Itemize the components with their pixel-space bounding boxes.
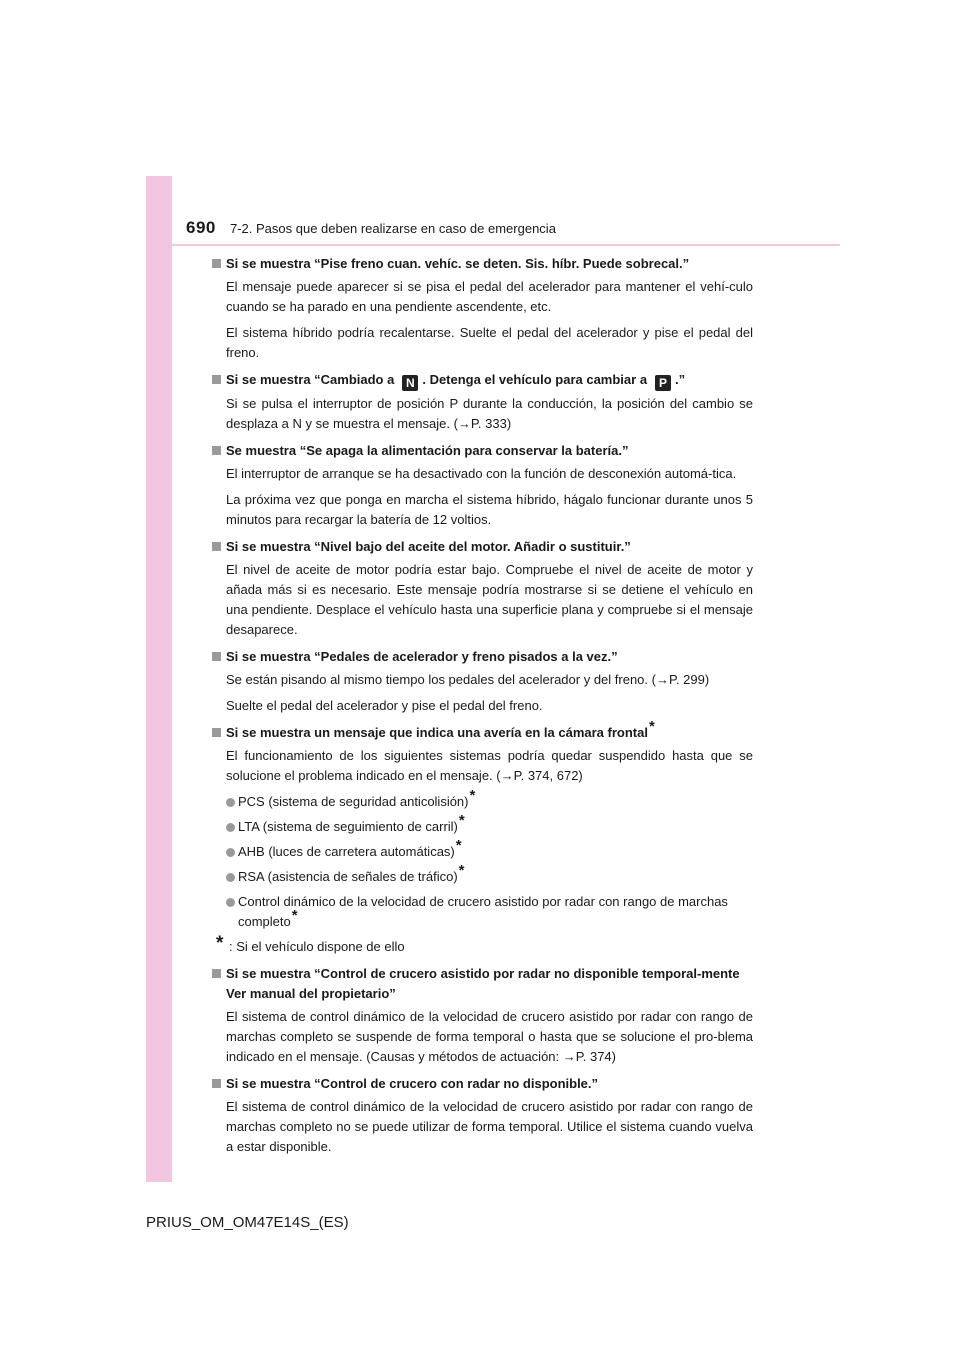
header-divider bbox=[172, 244, 840, 246]
paragraph: La próxima vez que ponga en marcha el sistema híbrido, hágalo funcionar durante unos 5 minutos para recargar la batería de 12 voltios. bbox=[226, 492, 753, 527]
page-number: 690 bbox=[186, 218, 216, 237]
footnote-marker: * bbox=[291, 907, 298, 924]
list-item: AHB (luces de carretera automáticas)* bbox=[211, 842, 753, 862]
section-pise-freno bbox=[211, 254, 753, 363]
section-heading: Si se muestra “Pise freno cuan. vehíc. se deten. Sis. híbr. Puede sobrecal.” bbox=[211, 254, 753, 274]
round-bullet-icon bbox=[226, 823, 235, 832]
round-bullet-icon bbox=[226, 873, 235, 882]
square-bullet-icon bbox=[212, 542, 221, 551]
section-heading: Si se muestra “Control de crucero asistido por radar no disponible temporal-mente Ver manual del propietario” bbox=[211, 964, 753, 1004]
paragraph: Si se pulsa el interruptor de posición P durante la conducción, la posición del cambio se desplaza a N y se muestra el mensaje. (→P. 333) bbox=[226, 396, 753, 431]
gear-p-icon: P bbox=[655, 375, 671, 391]
paragraph: El sistema híbrido podría recalentarse. Suelte el pedal del acelerador y pise el pedal del freno. bbox=[226, 325, 753, 360]
footnote-marker: * bbox=[458, 812, 465, 829]
section-no-disponible bbox=[211, 1074, 753, 1157]
section-heading: Si se muestra “Cambiado a N . Detenga el vehículo para cambiar a P .” bbox=[211, 370, 753, 391]
section-heading: Si se muestra “Pedales de acelerador y freno pisados a la vez.” bbox=[211, 647, 753, 667]
round-bullet-icon bbox=[226, 848, 235, 857]
paragraph: El sistema de control dinámico de la velocidad de crucero asistido por radar con rango de marchas completo no se puede utilizar de forma temporal. Utilice el sistema cuando vuelva a estar disponible. bbox=[226, 1099, 753, 1154]
section-no-disponible-temporal bbox=[211, 964, 753, 1067]
section-camara bbox=[211, 718, 753, 957]
list-item: PCS (sistema de seguridad anticolisión)* bbox=[211, 792, 753, 812]
square-bullet-icon bbox=[212, 652, 221, 661]
paragraph: El funcionamiento de los siguientes sistemas podría quedar suspendido hasta que se solucione el problema indicado en el mensaje. (→P. 374, 672) bbox=[226, 748, 753, 783]
square-bullet-icon bbox=[212, 1079, 221, 1088]
section-cambiado bbox=[211, 370, 753, 434]
list-item: LTA (sistema de seguimiento de carril)* bbox=[211, 817, 753, 837]
section-heading: Si se muestra “Control de crucero con radar no disponible.” bbox=[211, 1074, 753, 1094]
section-title: 7-2. Pasos que deben realizarse en caso de emergencia bbox=[230, 221, 556, 236]
section-heading: Se muestra “Se apaga la alimentación para conservar la batería.” bbox=[211, 441, 753, 461]
round-bullet-icon bbox=[226, 898, 235, 907]
gear-n-icon: N bbox=[402, 375, 418, 391]
footnote-marker: * bbox=[469, 787, 476, 804]
square-bullet-icon bbox=[212, 969, 221, 978]
footnote-marker: * bbox=[455, 837, 462, 854]
page-content bbox=[211, 254, 753, 1164]
square-bullet-icon bbox=[212, 728, 221, 737]
section-heading: Si se muestra un mensaje que indica una avería en la cámara frontal* bbox=[211, 723, 753, 743]
list-item: Control dinámico de la velocidad de crucero asistido por radar con rango de marchas completo* bbox=[211, 892, 753, 932]
section-heading: Si se muestra “Nivel bajo del aceite del motor. Añadir o sustituir.” bbox=[211, 537, 753, 557]
section-apaga bbox=[211, 441, 753, 530]
paragraph: El mensaje puede aparecer si se pisa el pedal del acelerador para mantener el vehí-culo cuando se ha parado en una pendiente ascendente, etc. bbox=[226, 279, 753, 314]
paragraph: Suelte el pedal del acelerador y pise el pedal del freno. bbox=[226, 698, 543, 713]
paragraph: El sistema de control dinámico de la velocidad de crucero asistido por radar con rango de marchas completo se suspende de forma temporal o hasta que se solucione el pro-blema indicado en el mensaje. (Causas y métodos de actuación: →P. 374) bbox=[226, 1009, 753, 1064]
footnote-marker: * bbox=[216, 933, 224, 954]
footnote-marker: * bbox=[648, 718, 655, 735]
paragraph: Se están pisando al mismo tiempo los pedales del acelerador y del freno. (→P. 299) bbox=[226, 672, 710, 687]
section-aceite bbox=[211, 537, 753, 640]
footnote: * : Si el vehículo dispone de ello bbox=[216, 933, 405, 954]
footnote-marker: * bbox=[458, 862, 465, 879]
square-bullet-icon bbox=[212, 375, 221, 384]
list-item: RSA (asistencia de señales de tráfico)* bbox=[211, 867, 753, 887]
square-bullet-icon bbox=[212, 446, 221, 455]
section-pedales bbox=[211, 647, 753, 716]
paragraph: El interruptor de arranque se ha desactivado con la función de desconexión automá-tica. bbox=[226, 466, 737, 481]
round-bullet-icon bbox=[226, 798, 235, 807]
document-code: PRIUS_OM_OM47E14S_(ES) bbox=[146, 1214, 349, 1231]
section-tab-sidebar bbox=[146, 176, 172, 1182]
square-bullet-icon bbox=[212, 259, 221, 268]
paragraph: El nivel de aceite de motor podría estar bajo. Compruebe el nivel de aceite de motor y añada más si es necesario. Este mensaje podría mostrarse si se detiene el vehículo en una pendiente. Desplace el vehículo hasta una superficie plana y compruebe si el mensaje desaparece. bbox=[226, 562, 753, 637]
